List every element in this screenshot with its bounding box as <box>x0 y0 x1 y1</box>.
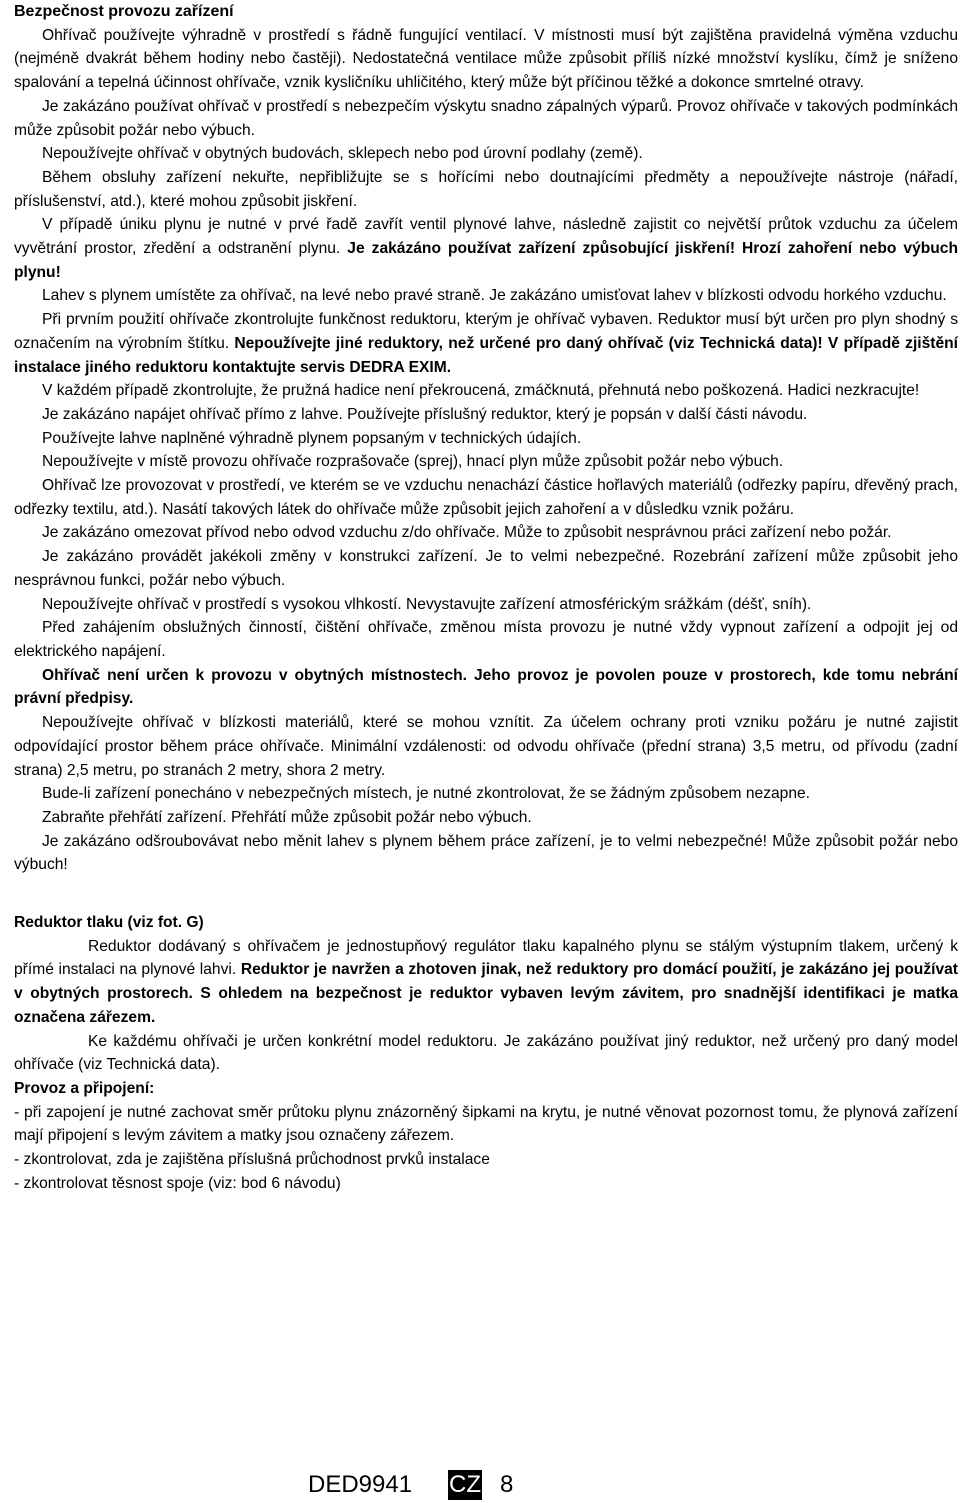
safety-bullet-item <box>14 379 958 403</box>
bullet-text: Při prvním použití ohřívače zkontrolujte funkčnost reduktoru, kterým je ohřívač vybaven. Reduktor musí být určen pro plyn shodný s označením na výrobním štítku. <box>14 311 958 352</box>
bullet-text: Nepoužívejte ohřívač v blízkosti materiálů, které se mohou vznítit. Za účelem ochrany proti vzniku požáru je nutné zajistit odpovídající prostor během práce ohřívače. Minimální vzdálenosti: od odvodu ohřívače (přední strana) 3,5 metru, od přívodu (zadní strana) 2,5 metru, po stranách 2 metry, shora 2 metry. <box>14 714 958 779</box>
safety-bullet-item <box>14 474 958 521</box>
document-page <box>14 0 958 1195</box>
footer-language-badge: CZ <box>449 1471 481 1498</box>
safety-bullet-item <box>14 24 958 95</box>
bullet-text: Je zakázáno napájet ohřívač přímo z lahve. Používejte příslušný reduktor, který je popsán v další části návodu. <box>42 405 808 423</box>
safety-bullet-item <box>14 427 958 451</box>
section-title: Bezpečnost provozu zařízení <box>14 3 234 20</box>
bullet-text: Je zakázáno používat ohřívač v prostředí s nebezpečím výskytu snadno zápalných výparů. Provoz ohřívače v takových podmínkách může způsobit požár nebo výbuch. <box>14 97 958 139</box>
safety-bullet-item <box>14 806 958 830</box>
connection-title: Provoz a připojení: <box>14 1079 155 1097</box>
bullet-text: Je zakázáno provádět jakékoli změny v konstrukci zařízení. Je to velmi nebezpečné. Rozebrání zařízení může způsobit jeho nesprávnou funkci, požár nebo výbuch. <box>14 548 958 589</box>
bullet-text: V případě úniku plynu je nutné v prvé řadě zavřít ventil plynové lahve, následně zajistit co největší průtok vzduchu za účelem vyvětrání prostor, zředění a odstranění plynu. <box>14 216 958 258</box>
bullet-text: Bude-li zařízení ponecháno v nebezpečných místech, je nutné zkontrolovat, že se žádným způsobem nezapne. <box>42 785 811 803</box>
connection-item: - zkontrolovat, zda je zajištěna příslušná průchodnost prvků instalace <box>14 1151 490 1169</box>
safety-bullet-item <box>14 450 958 474</box>
bullet-text: Zabraňte přehřátí zařízení. Přehřátí může způsobit požár nebo výbuch. <box>42 808 532 826</box>
bullet-text: Nepoužívejte v místě provozu ohřívače rozprašovače (sprej), hnací plyn může způsobit požár nebo výbuch. <box>42 453 784 471</box>
spacer <box>14 877 958 911</box>
safety-bullet-item <box>14 545 958 592</box>
connection-item: - při zapojení je nutné zachovat směr průtoku plynu znázorněný šipkami na krytu, je nutné věnovat pozornost tomu, že plynová zařízení mají připojení s levým závitem a matky jsou označeny zářezem. <box>14 1103 958 1145</box>
bullet-text: Nepoužívejte ohřívač v prostředí s vysokou vlhkostí. Nevystavujte zařízení atmosférickým srážkám (déšť, sníh). <box>42 595 812 613</box>
bullet-text: Je zakázáno odšroubovávat nebo měnit lahev s plynem během práce zařízení, je to velmi nebezpečné! Může způsobit požár nebo výbuch! <box>14 832 958 874</box>
safety-bullet-item <box>14 166 958 213</box>
reductor-title: Reduktor tlaku (viz fot. G) <box>14 914 204 932</box>
page-footer <box>0 1468 960 1502</box>
reductor-paragraph-1 <box>14 935 958 1030</box>
bullet-text: Je zakázáno omezovat přívod nebo odvod vzduchu z/do ohřívače. Může to způsobit nesprávnou práci zařízení nebo požár. <box>42 524 892 542</box>
safety-bullet-item <box>14 830 958 877</box>
safety-bullet-item <box>14 403 958 427</box>
footer-model: DED9941 <box>308 1471 413 1498</box>
safety-bullet-item <box>14 782 958 806</box>
safety-bullet-item <box>14 711 958 782</box>
bullet-text: Ohřívač používejte výhradně v prostředí s řádně fungující ventilací. V místnosti musí být zajištěna pravidelná výměna vzduchu (nejméně dvakrát během hodiny nebo častěji). Nedostatečná ventilace může způsobit příliš nízké množství kyslíku, čímž je sníženo spalování a tepelná účinnost ohřívače, vznik kysličníku uhličitého, který může být příčinou těžké a dokonce smrtelné otravy. <box>14 26 958 92</box>
footer-page-number: 8 <box>500 1471 514 1498</box>
bullet-text: Lahev s plynem umístěte za ohřívač, na levé nebo pravé straně. Je zakázáno umisťovat lahev v blízkosti odvodu horkého vzduchu. <box>42 287 947 305</box>
safety-bullet-list <box>14 24 958 877</box>
bullet-text-bold: Je zakázáno používat zařízení způsobující jiskření! Hrozí zahoření nebo výbuch plynu! <box>14 240 958 281</box>
connection-item: - zkontrolovat těsnost spoje (viz: bod 6 návodu) <box>14 1174 341 1192</box>
reductor-paragraph-1-bold: Reduktor je navržen a zhotoven jinak, než reduktory pro domácí použití, je zakázáno jej používat v obytných prostorech. S ohledem na bezpečnost je reduktor vybaven levým závitem, pro snadnější identifikaci je matka označena zářezem. <box>14 961 959 1026</box>
reductor-paragraph-1-normal: Reduktor dodávaný s ohřívačem je jednostupňový regulátor tlaku kapalného plynu se stálým výstupním tlakem, určený k přímé instalaci na plynové lahvi. <box>14 937 958 979</box>
safety-bullet-item <box>14 142 958 166</box>
safety-bullet-item <box>14 593 958 617</box>
safety-bullet-item <box>14 284 958 308</box>
reductor-paragraph-2: Ke každému ohřívači je určen konkrétní model reduktoru. Je zakázáno používat jiný reduktor, než určený pro daný model ohřívače (viz Technická data). <box>14 1032 958 1074</box>
bullet-text: Během obsluhy zařízení nekuřte, nepřibližujte se s hořícími nebo doutnajícími předměty a nepoužívejte nástroje (nářadí, příslušenství, atd.), které mohou způsobit jiskření. <box>14 168 958 210</box>
bullet-text: Nepoužívejte ohřívač v obytných budovách, sklepech nebo pod úrovní podlahy (země). <box>42 145 643 163</box>
bullet-text: V každém případě zkontrolujte, že pružná hadice není překroucená, zmáčknutá, přehnutá nebo poškozená. Hadici nezkracujte! <box>42 382 920 400</box>
safety-bullet-item <box>14 664 958 711</box>
safety-bullet-item <box>14 616 958 663</box>
bullet-text: Ohřívač lze provozovat v prostředí, ve kterém se ve vzduchu nenachází částice hořlavých materiálů (odřezky papíru, dřevěný prach, odřezky textilu, atd.). Nasátí takových látek do ohřívače může způsobit jejich zahoření a v důsledku vznik požáru. <box>14 477 958 518</box>
bullet-text-bold: Nepoužívejte jiné reduktory, než určené pro daný ohřívač (viz Technická data)! V případě zjištění instalace jiného reduktoru kontaktujte servis DEDRA EXIM. <box>14 334 958 376</box>
safety-bullet-item <box>14 521 958 545</box>
bullet-text: Před zahájením obslužných činností, čištění ohřívače, změnou místa provozu je nutné vždy vypnout zařízení a odpojit jej od elektrického napájení. <box>14 619 958 660</box>
bullet-text: Používejte lahve naplněné výhradně plynem popsaným v technických údajích. <box>42 429 582 447</box>
safety-bullet-item <box>14 213 958 284</box>
bullet-text-bold: Ohřívač není určen k provozu v obytných místnostech. Jeho provoz je povolen pouze v prostorech, kde tomu nebrání právní předpisy. <box>14 666 958 708</box>
safety-bullet-item <box>14 308 958 379</box>
safety-bullet-item <box>14 95 958 142</box>
